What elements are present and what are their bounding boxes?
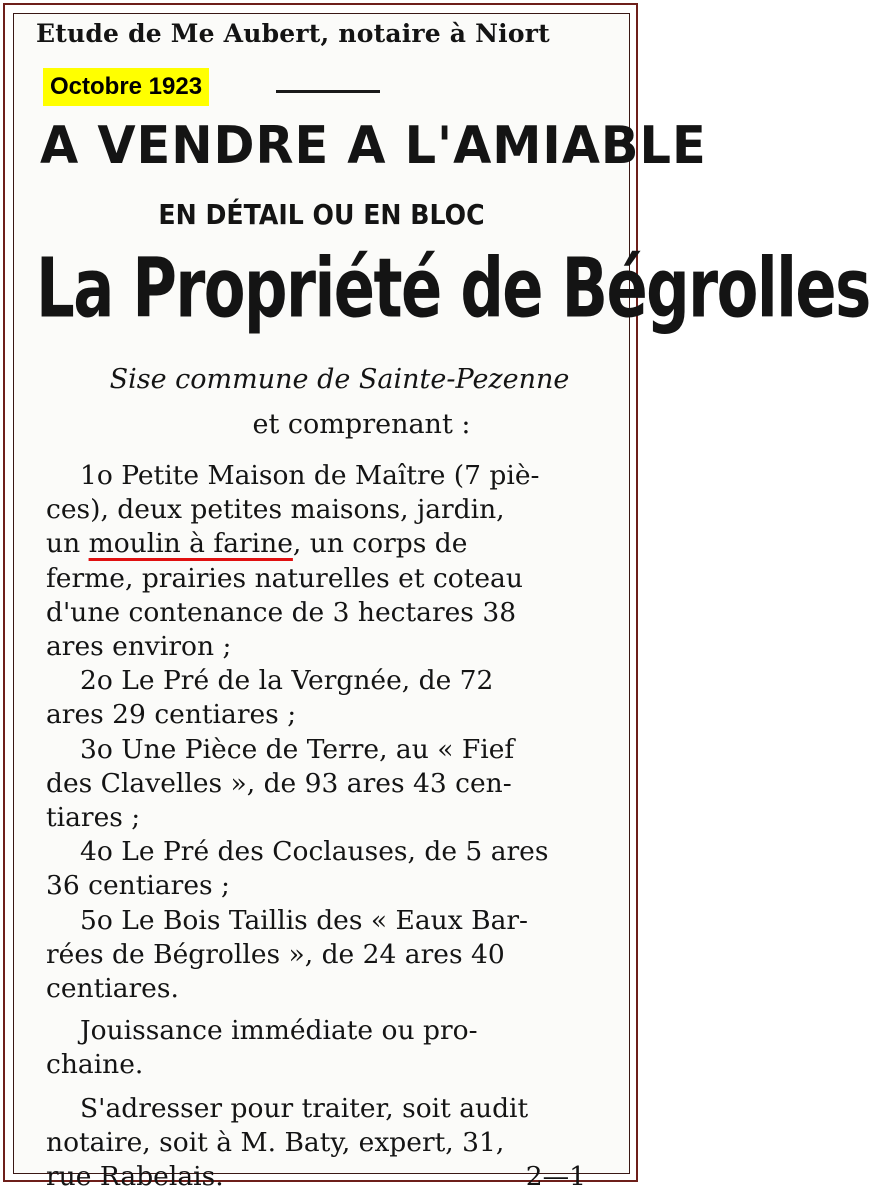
item-line: 5o Le Bois Taillis des « Eaux Bar-: [80, 904, 528, 936]
contact-line: notaire, soit à M. Baty, expert, 31,: [46, 1127, 505, 1159]
item-line: [46, 527, 626, 561]
jouissance-line: chaine.: [46, 1049, 144, 1081]
notice-outer-frame: [3, 3, 870, 1193]
item-line: d'une contenance de 3 hectares 38: [46, 596, 517, 628]
separator-rule: [276, 90, 380, 93]
property-items: [46, 459, 626, 1006]
item-line: 36 centiares ;: [46, 870, 230, 902]
jouissance-paragraph: [46, 1014, 626, 1082]
item-line: centiares.: [46, 973, 179, 1005]
item-line: ares 29 centiares ;: [46, 699, 297, 731]
headline-for-sale: A VENDRE A L'AMIABLE: [40, 116, 707, 176]
item-line: 2o Le Pré de la Vergnée, de 72: [80, 665, 494, 697]
item-text: un: [46, 528, 81, 560]
item-line: ferme, prairies naturelles et coteau: [46, 562, 523, 594]
item-line: 1o Petite Maison de Maître (7 piè-: [80, 460, 540, 491]
highlighted-moulin-a-farine: moulin à farine: [88, 528, 293, 560]
newspaper-clipping: [13, 13, 870, 1193]
contact-address: rue Rabelais.: [46, 1161, 224, 1193]
comprenant-line: et comprenant :: [252, 409, 471, 440]
contact-last-line: [46, 1160, 626, 1194]
item-line: des Clavelles », de 93 ares 43 cen-: [46, 767, 512, 799]
contact-paragraph: [46, 1092, 626, 1195]
location-subline: Sise commune de Sainte-Pezenne: [109, 364, 570, 395]
headline-detail-or-bloc: EN DÉTAIL OU EN BLOC: [158, 198, 485, 231]
item-line: rées de Bégrolles », de 24 ares 40: [46, 938, 505, 970]
date-badge: Octobre 1923: [43, 68, 209, 106]
item-line: tiares ;: [46, 802, 141, 834]
item-line: 4o Le Pré des Coclauses, de 5 ares: [80, 836, 549, 868]
insertion-reference: 2—1: [525, 1161, 586, 1193]
item-line: 3o Une Pièce de Terre, au « Fief: [80, 733, 515, 765]
notary-header: Etude de Me Aubert, notaire à Niort: [36, 19, 550, 48]
item-line: ares environ ;: [46, 631, 232, 663]
item-line: ces), deux petites maisons, jardin,: [46, 494, 505, 526]
contact-line: S'adresser pour traiter, soit audit: [80, 1093, 529, 1124]
jouissance-line: Jouissance immédiate ou pro-: [80, 1015, 478, 1046]
headline-property-name: La Propriété de Bégrolles: [36, 242, 870, 337]
item-text: , un corps de: [292, 528, 468, 560]
